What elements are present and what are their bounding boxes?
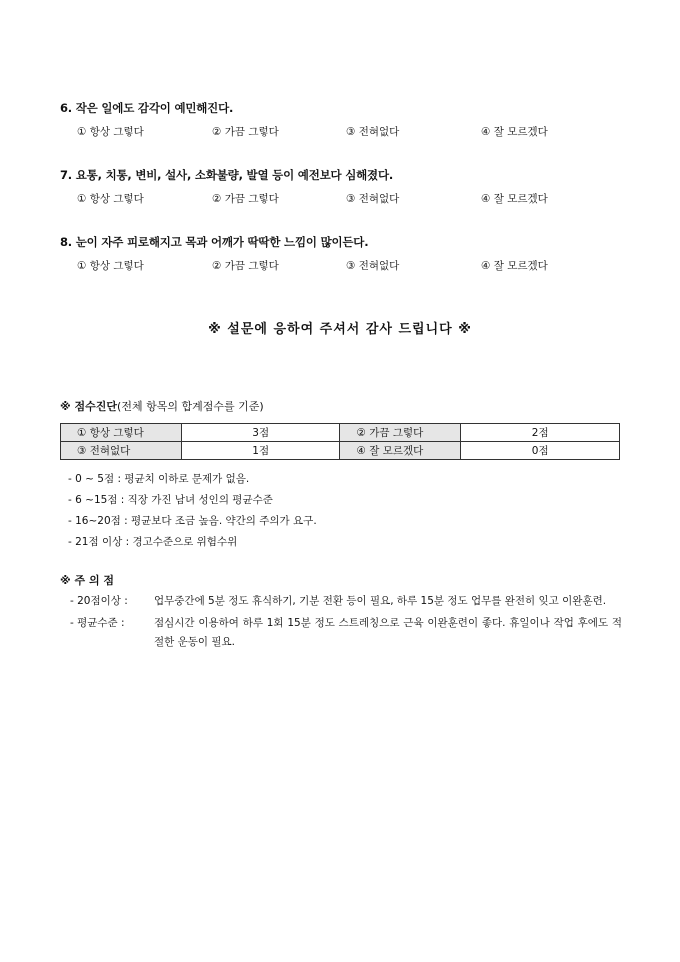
score-note: - 16~20점 : 평균보다 조금 높음. 약간의 주의가 요구. — [68, 515, 317, 527]
caution-label: - 평균수준 : — [70, 617, 125, 629]
score-note: - 6 ~15점 : 직장 가진 남녀 성인의 평균수준 — [68, 494, 273, 506]
question-options — [60, 258, 640, 274]
option-never: ③ 전혀없다 — [346, 260, 400, 272]
caution-text: 점심시간 이용하여 하루 1회 15분 정도 스트레칭으로 근육 이완훈련이 좋다. 휴일이나 작업 후에도 적절한 운동이 필요. — [154, 617, 622, 648]
score-value: 2점 — [461, 424, 620, 442]
score-value: 0점 — [461, 442, 620, 460]
question-title: 6. 작은 일에도 감각이 예민해진다. — [60, 101, 234, 115]
option-unsure: ④ 잘 모르겠다 — [481, 193, 548, 205]
question-8 — [60, 234, 640, 274]
caution-item — [62, 614, 622, 652]
caution-list — [62, 592, 622, 652]
score-label: ③ 전혀없다 — [61, 442, 182, 460]
score-value: 3점 — [181, 424, 340, 442]
score-label: ② 가끔 그렇다 — [340, 424, 461, 442]
scoring-header — [60, 398, 264, 414]
score-note: - 21점 이상 : 경고수준으로 위험수위 — [68, 536, 238, 548]
option-never: ③ 전혀없다 — [346, 126, 400, 138]
question-6 — [60, 100, 640, 140]
option-sometimes: ② 가끔 그렇다 — [212, 126, 279, 138]
score-label: ④ 잘 모르겠다 — [340, 442, 461, 460]
option-unsure: ④ 잘 모르겠다 — [481, 126, 548, 138]
scoring-table — [60, 423, 620, 460]
caution-item — [62, 592, 622, 611]
caution-title: ※ 주 의 점 — [60, 574, 115, 587]
table-row — [61, 442, 620, 460]
scoring-subtitle: (전체 항목의 합계점수를 기준) — [117, 400, 264, 413]
question-options — [60, 191, 640, 207]
option-never: ③ 전혀없다 — [346, 193, 400, 205]
question-7 — [60, 167, 640, 207]
thanks-message: ※ 설문에 응하여 주셔서 감사 드립니다 ※ — [208, 322, 472, 337]
score-label: ① 항상 그렇다 — [61, 424, 182, 442]
score-value: 1점 — [181, 442, 340, 460]
caution-label: - 20점이상 : — [70, 595, 128, 607]
option-always: ① 항상 그렇다 — [77, 126, 144, 138]
option-always: ① 항상 그렇다 — [77, 193, 144, 205]
option-sometimes: ② 가끔 그렇다 — [212, 260, 279, 272]
option-sometimes: ② 가끔 그렇다 — [212, 193, 279, 205]
question-title: 7. 요통, 치통, 변비, 설사, 소화불량, 발열 등이 예전보다 심해졌다. — [60, 168, 394, 182]
option-unsure: ④ 잘 모르겠다 — [481, 260, 548, 272]
score-note: - 0 ~ 5점 : 평균치 이하로 문제가 없음. — [68, 473, 250, 485]
question-options — [60, 124, 640, 140]
scoring-title: 점수진단 — [74, 400, 118, 413]
table-row — [61, 424, 620, 442]
option-always: ① 항상 그렇다 — [77, 260, 144, 272]
scoring-mark: ※ — [60, 400, 75, 413]
caution-text: 업무중간에 5분 정도 휴식하기, 기분 전환 등이 필요, 하루 15분 정도 업무를 완전히 잊고 이완훈련. — [154, 595, 607, 607]
question-title: 8. 눈이 자주 피로해지고 목과 어깨가 딱딱한 느낌이 많이든다. — [60, 235, 369, 249]
score-notes — [68, 471, 317, 555]
